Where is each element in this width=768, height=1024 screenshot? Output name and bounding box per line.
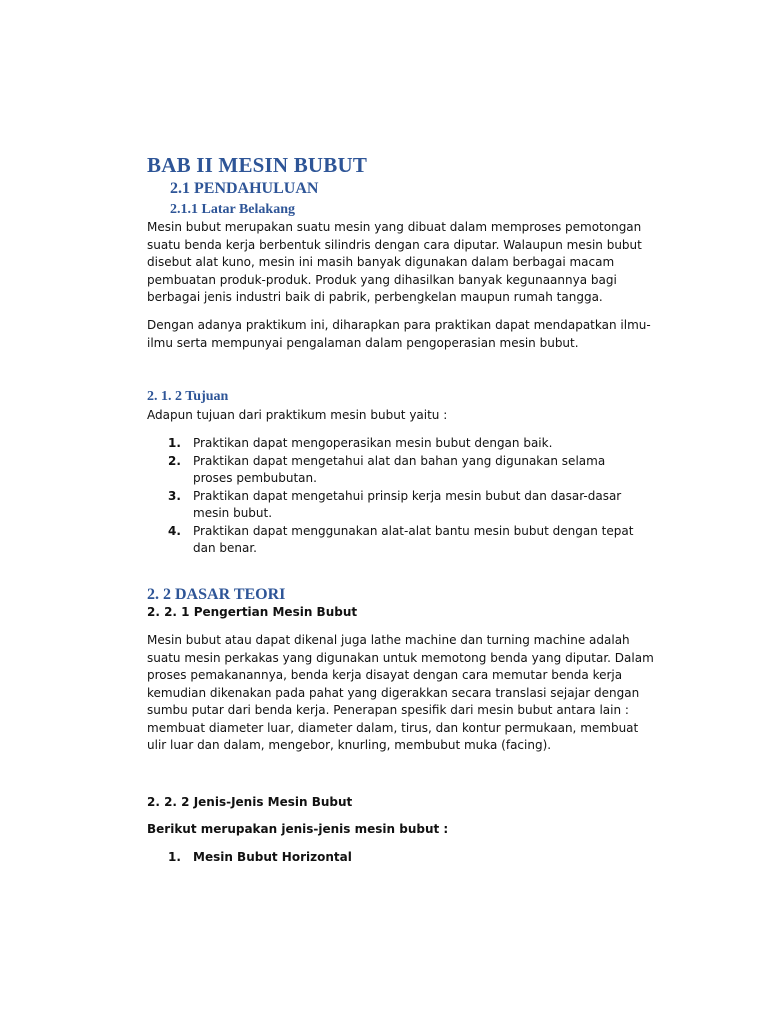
- jenis-list: [147, 849, 647, 867]
- subsection-heading-tujuan: 2. 1. 2 Tujuan: [147, 389, 229, 404]
- list-item-text: Praktikan dapat mengetahui prinsip kerja mesin bubut dan dasar-dasar mesin bubut.: [193, 488, 622, 520]
- paragraph-pengertian: Mesin bubut atau dapat dikenal juga lathe machine dan turning machine adalah suatu mesin perkakas yang digunakan untuk memotong benda yang diputar. Dalam proses pemakanannya, benda kerja disayat dengan cara memutar benda kerja kemudian dikenakan pada pahat yang digerakkan secara translasi sejajar dengan sumbu putar dari benda kerja. Penerapan spesifik dari mesin bubut antara lain : membuat diameter luar, diameter dalam, tirus, dan kontur permukaan, membuat ulir luar dan dalam, mengebor, knurling, membubut muka (facing).: [147, 633, 654, 752]
- list-item-number: 4.: [168, 523, 181, 538]
- subsection-heading-jenis: 2. 2. 2 Jenis-Jenis Mesin Bubut: [147, 795, 353, 809]
- list-item: [147, 488, 647, 523]
- jenis-intro: Berikut merupakan jenis-jenis mesin bubut :: [147, 822, 449, 836]
- paragraph-latar-belakang-2: Dengan adanya praktikum ini, diharapkan para praktikan dapat mendapatkan ilmu-ilmu serta mempunyai pengalaman dalam pengoperasian mesin bubut.: [147, 318, 651, 350]
- chapter-title: BAB II MESIN BUBUT: [147, 153, 368, 177]
- list-item: [147, 435, 647, 453]
- list-item-number: 1.: [168, 850, 181, 864]
- list-item: [147, 453, 647, 488]
- list-item-text: Praktikan dapat menggunakan alat-alat bantu mesin bubut dengan tepat dan benar.: [193, 523, 634, 555]
- list-item: [147, 523, 647, 558]
- list-item-text: Praktikan dapat mengetahui alat dan bahan yang digunakan selama proses pembubutan.: [193, 453, 606, 485]
- list-item-number: 1.: [168, 436, 181, 450]
- list-item-number: 2.: [168, 453, 181, 468]
- tujuan-list: [147, 435, 647, 558]
- list-item-number: 3.: [168, 488, 181, 503]
- list-item-text: Mesin Bubut Horizontal: [193, 850, 352, 864]
- subsection-heading-pengertian: 2. 2. 1 Pengertian Mesin Bubut: [147, 605, 358, 619]
- list-item-text: Praktikan dapat mengoperasikan mesin bubut dengan baik.: [193, 436, 553, 450]
- tujuan-intro: Adapun tujuan dari praktikum mesin bubut yaitu :: [147, 408, 448, 422]
- paragraph-latar-belakang-1: Mesin bubut merupakan suatu mesin yang dibuat dalam memproses pemotongan suatu benda kerja berbentuk silindris dengan cara diputar. Walaupun mesin bubut disebut alat kuno, mesin ini masih banyak digunakan dalam berbagai macam pembuatan produk-produk. Produk yang dihasilkan banyak kegunaannya bagi berbagai jenis industri baik di pabrik, perbengkelan maupun rumah tangga.: [147, 220, 642, 304]
- subsection-heading-latar-belakang: 2.1.1 Latar Belakang: [170, 202, 295, 217]
- list-item: [147, 849, 647, 867]
- section-heading-dasar-teori: 2. 2 DASAR TEORI: [147, 586, 286, 603]
- section-heading-pendahuluan: 2.1 PENDAHULUAN: [170, 180, 319, 197]
